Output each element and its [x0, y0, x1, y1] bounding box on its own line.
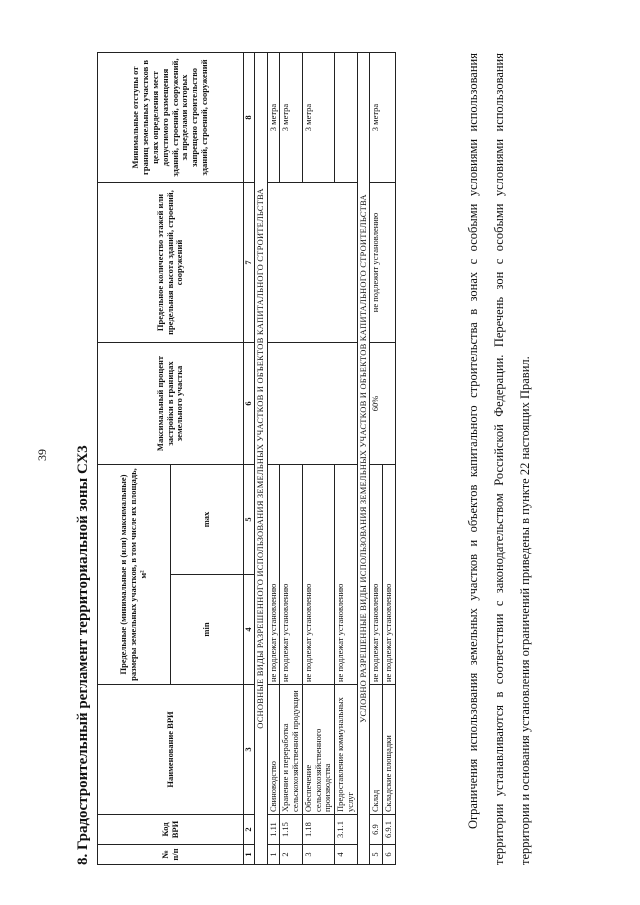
- header-code: Код ВРИ: [98, 815, 244, 845]
- header-row: [98, 53, 171, 865]
- row-setback: 3 метра: [267, 53, 280, 183]
- row-area: не подлежат установлению: [383, 465, 396, 685]
- header-percent: Максимальный процент застройки в границах земельного участка: [98, 343, 244, 465]
- section-heading-conditional: УСЛОВНО РАЗРЕШЕННЫЕ ВИДЫ ИСПОЛЬЗОВАНИЯ ЗЕМЕЛЬНЫХ УЧАСТКОВ И ОБЪЕКТОВ КАПИТАЛЬНОГО СТРОИТЕЛЬСТВА: [357, 53, 370, 865]
- row-code: 1.18: [302, 815, 334, 845]
- row-area: не подлежат установлению: [302, 465, 334, 685]
- paragraph-text: Ограничения использования земельных участков и объектов капитального строительства в зонах с особыми условиями использования территории устанавливаются в соответствии с законодательством Российской Федерации. Перечень зон с особыми условиями использования территории и основания установления ограничений приведены в пункте 22 настоящих Правил.: [466, 53, 532, 865]
- row-area: не подлежат установлению: [267, 465, 280, 685]
- row-code: 1.15: [280, 815, 303, 845]
- column-numbers-row: [244, 53, 255, 865]
- row-setback: 3 метра: [370, 53, 396, 183]
- col-number: 4: [244, 575, 255, 685]
- row-num: 4: [335, 845, 358, 865]
- restrictions-paragraph: [460, 53, 538, 865]
- page-number: 39: [35, 449, 49, 461]
- row-code: 6.9.1: [383, 815, 396, 845]
- row-area: не подлежат установлению: [280, 465, 303, 685]
- row-floors: не подлежит установлению: [370, 183, 396, 343]
- row-name: Предоставление коммунальных услуг: [335, 685, 358, 815]
- row-num: 6: [383, 845, 396, 865]
- header-num: № п/п: [98, 845, 244, 865]
- section-row-main: [254, 53, 267, 865]
- row-code: 3.1.1: [335, 815, 358, 845]
- row-percent: 60%: [370, 343, 396, 465]
- header-max: max: [171, 465, 244, 575]
- row-area: не подлежат установлению: [335, 465, 358, 685]
- row-percent: [267, 343, 357, 465]
- row-setback: 3 метра: [302, 53, 334, 183]
- header-min: min: [171, 575, 244, 685]
- row-name: Хранение и переработка сельскохозяйственной продукции: [280, 685, 303, 815]
- row-num: 1: [267, 845, 280, 865]
- col-number: 1: [244, 845, 255, 865]
- section-heading-main: ОСНОВНЫЕ ВИДЫ РАЗРЕШЕННОГО ИСПОЛЬЗОВАНИЯ ЗЕМЕЛЬНЫХ УЧАСТКОВ И ОБЪЕКТОВ КАПИТАЛЬНОГО СТРОИТЕЛЬСТВА: [254, 53, 267, 865]
- row-setback: 3 метра: [280, 53, 303, 183]
- col-number: 6: [244, 343, 255, 465]
- row-name: Склад: [370, 685, 383, 815]
- section-title: 8. Градостроительный регламент территориальной зоны СХ3: [75, 445, 91, 865]
- row-num: 5: [370, 845, 383, 865]
- table-row: [267, 53, 280, 865]
- row-area: не подлежат установлению: [370, 465, 383, 685]
- row-code: 1.11: [267, 815, 280, 845]
- header-area-group: Предельные (минимальные и (или) максимальные) размеры земельных участков, в том числе их площадь, м²: [98, 465, 171, 685]
- header-setback: Минимальные отступы от границ земельных участков в целях определения мест допустимого размещения зданий, строений, сооружений, за пределами которых запрещено строительство зданий, строений, сооружений: [98, 53, 244, 183]
- col-number: 8: [244, 53, 255, 183]
- col-number: 5: [244, 465, 255, 575]
- row-floors: [267, 183, 357, 343]
- row-name: Свиноводство: [267, 685, 280, 815]
- section-row-conditional: [357, 53, 370, 865]
- header-name: Наименование ВРИ: [98, 685, 244, 815]
- row-num: 2: [280, 845, 303, 865]
- row-name: Обеспечение сельскохозяйственного производства: [302, 685, 334, 815]
- row-setback: [335, 53, 358, 183]
- col-number: 7: [244, 183, 255, 343]
- regulation-table: [97, 52, 396, 865]
- row-code: 6.9: [370, 815, 383, 845]
- col-number: 2: [244, 815, 255, 845]
- table-row: [370, 53, 383, 865]
- col-number: 3: [244, 685, 255, 815]
- header-floors: Предельное количество этажей или предельная высота зданий, строений, сооружений: [98, 183, 244, 343]
- row-num: 3: [302, 845, 334, 865]
- row-name: Складские площадки: [383, 685, 396, 815]
